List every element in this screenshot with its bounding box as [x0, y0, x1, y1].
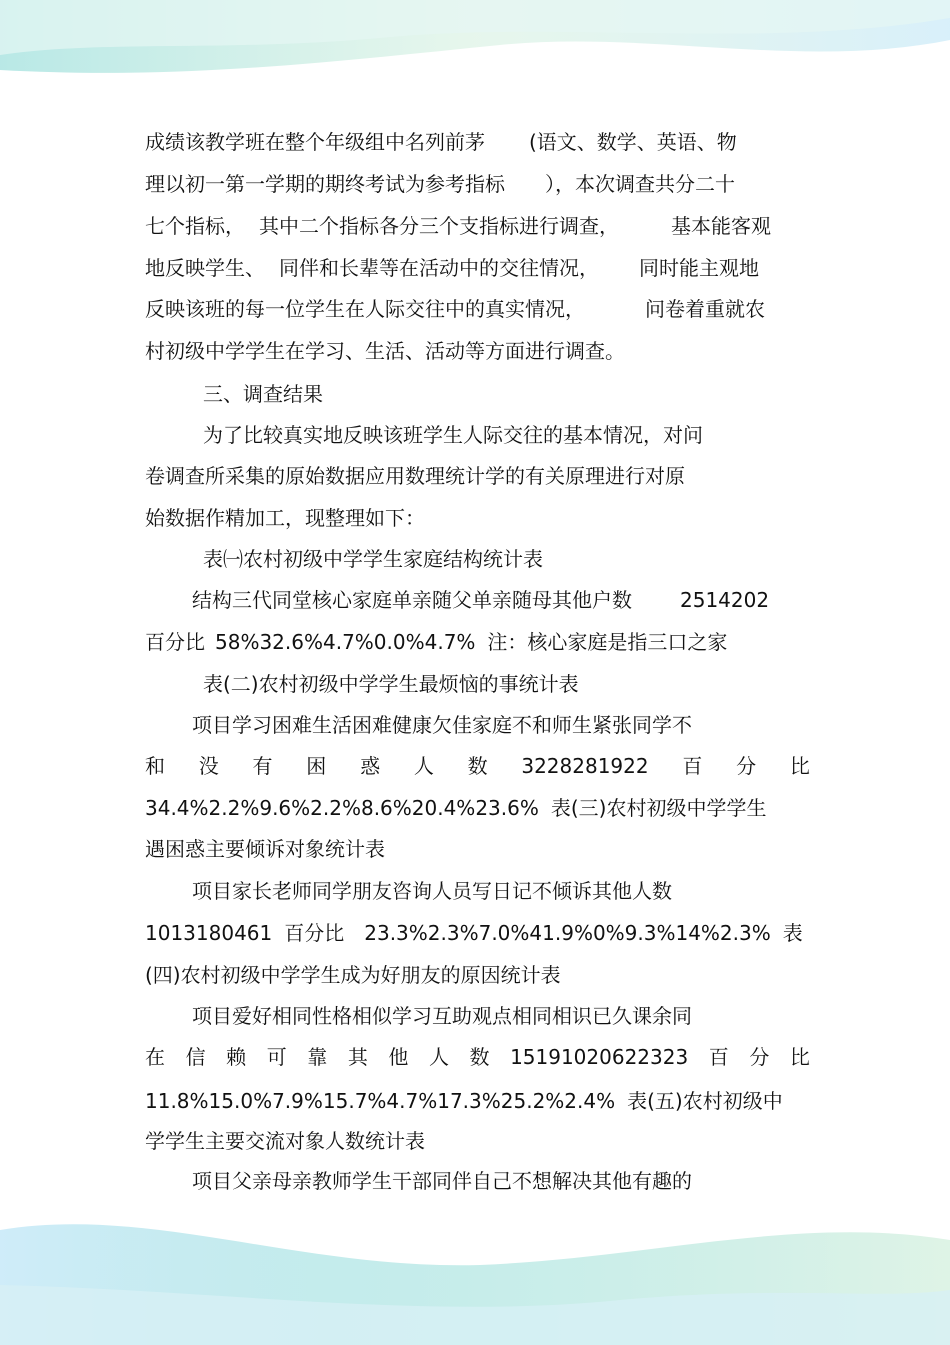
table-1-row: 结构三代同堂核心家庭单亲随父单亲随母其他户数 2514202	[192, 588, 770, 612]
table-2-row: 项目学习困难生活困难健康欠佳家庭不和师生紧张同学不	[192, 713, 692, 737]
table-4-row: 11.8%15.0%7.9%15.7%4.7%17.3%25.2%2.4% 表(五)农村初级中	[145, 1089, 783, 1113]
text-line: 理以初一第一学期的期终考试为参考指标 ），本次调查共分二十	[145, 172, 735, 196]
table-2-row: 34.4%2.2%9.6%2.2%8.6%20.4%23.6% 表(三)农村初级中学学生	[145, 796, 767, 820]
table-3-row: 项目家长老师同学朋友咨询人员写日记不倾诉其他人数	[192, 879, 672, 903]
text-line: 七个指标， 其中二个指标各分三个支指标进行调查， 基本能客观	[145, 214, 771, 238]
table-3-row: 1013180461 百分比 23.3%2.3%7.0%41.9%0%9.3%14%2.3% 表	[145, 921, 803, 945]
text-line: 卷调查所采集的原始数据应用数理统计学的有关原理进行对原	[145, 464, 685, 488]
table-2-row: 和 没 有 困 惑 人 数 3228281922 百 分 比	[145, 754, 810, 778]
table-5-title: 学学生主要交流对象人数统计表	[145, 1129, 425, 1153]
text-line: 始数据作精加工，现整理如下：	[145, 506, 425, 530]
table-2-title: 表(二)农村初级中学学生最烦恼的事统计表	[203, 672, 579, 696]
text-line: 反映该班的每一位学生在人际交往中的真实情况， 问卷着重就农	[145, 297, 765, 321]
table-4-row: 项目爱好相同性格相似学习互助观点相同相识已久课余同	[192, 1004, 692, 1028]
table-5-row: 项目父亲母亲教师学生干部同伴自己不想解决其他有趣的	[192, 1169, 692, 1193]
table-4-title: (四)农村初级中学学生成为好朋友的原因统计表	[145, 963, 561, 987]
table-4-row: 在 信 赖 可 靠 其 他 人 数 15191020622323 百 分 比	[145, 1045, 810, 1069]
text-line: 为了比较真实地反映该班学生人际交往的基本情况，对问	[203, 423, 703, 447]
text-line: 村初级中学学生在学习、生活、活动等方面进行调查。	[145, 339, 625, 363]
table-3-title: 遇困惑主要倾诉对象统计表	[145, 837, 385, 861]
text-line: 成绩该教学班在整个年级组中名列前茅 (语文、数学、英语、物	[145, 130, 737, 154]
text-line: 地反映学生、 同伴和长辈等在活动中的交往情况， 同时能主观地	[145, 256, 759, 280]
section-heading: 三、调查结果	[203, 382, 323, 406]
table-1-row: 百分比 58%32.6%4.7%0.0%4.7% 注：核心家庭是指三口之家	[145, 630, 728, 654]
table-1-title: 表㈠农村初级中学学生家庭结构统计表	[203, 547, 543, 571]
